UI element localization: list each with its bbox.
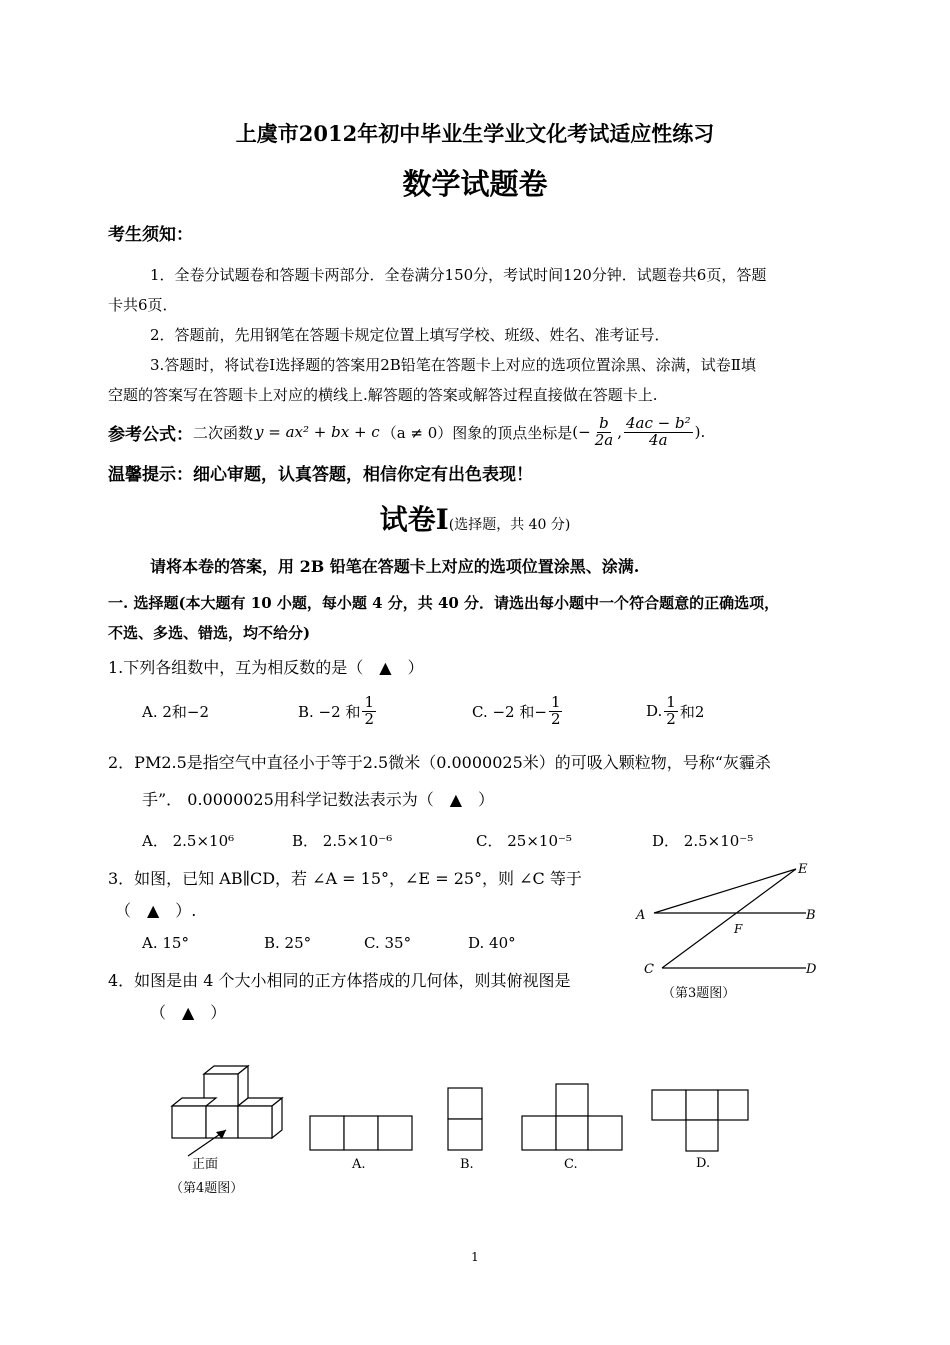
question-1-option-c [472, 690, 564, 732]
q1-c-numerator: 1 [550, 692, 561, 711]
q1-b-prefix: B. −2 和 [298, 702, 361, 721]
question-3-line-2: （ ▲ ）. [115, 901, 197, 920]
notice-item-3-line-2: 空题的答案写在答题卡上对应的横线上.解答题的答案或解答过程直接做在答题卡上. [108, 386, 658, 404]
question-3-option-d: D. 40° [468, 934, 516, 952]
top-view-c [522, 1084, 622, 1150]
top-view-b [448, 1088, 482, 1150]
question-1-option-d [646, 690, 704, 732]
top-view-d-label: D. [696, 1156, 711, 1171]
question-3-figure [628, 855, 828, 1005]
vertex-y-denominator: 4a [649, 430, 668, 449]
notice-item-2: 2．答题前，先用钢笔在答题卡规定位置上填写学校、班级、姓名、准考证号． [150, 326, 670, 344]
vertex-x-numerator: b [599, 413, 609, 432]
section-title-main: 试卷Ⅰ [379, 503, 449, 536]
question-1-option-a: A. 2和−2 [142, 702, 210, 721]
section-title-sub: (选择题，共 40 分) [448, 517, 571, 533]
top-view-c-label: C. [564, 1157, 578, 1172]
label-b: B [806, 908, 816, 923]
paper-title: 数学试题卷 [402, 167, 548, 201]
q1-d-prefix: D. [646, 702, 663, 720]
question-3-line-1: 3．如图，已知 AB∥CD，若 ∠A = 15°，∠E = 25°，则 ∠C 等于 [108, 869, 582, 888]
warm-tip: 温馨提示：细心审题，认真答题，相信你定有出色表现！ [108, 465, 533, 485]
figure-4-caption: （第4题图） [170, 1181, 244, 1196]
label-c: C [644, 962, 654, 977]
formula-condition: （a ≠ 0） [381, 423, 453, 442]
q1-d-suffix: 和2 [679, 702, 705, 721]
vertex-x-denominator: 2a [594, 430, 614, 449]
formula-text-before: 二次函数 [193, 423, 254, 442]
label-d: D [806, 962, 817, 977]
cube-solid [172, 1066, 282, 1138]
line-ce [662, 869, 796, 968]
q1-c-denominator: 2 [550, 709, 561, 728]
question-3-option-b: B. 25° [264, 934, 312, 952]
exam-title: 上虞市2012年初中毕业生学业文化考试适应性练习 [235, 121, 715, 146]
top-view-b-label: B. [460, 1157, 474, 1172]
part-one-line-2: 不选、多选、错选，均不给分) [108, 624, 311, 642]
vertex-close: ). [694, 423, 706, 441]
reference-formula [108, 410, 705, 454]
formula-label: 参考公式： [108, 424, 193, 445]
notice-item-3-line-1: 3.答题时，将试卷Ⅰ选择题的答案用2B铅笔在答题卡上对应的选项位置涂黑、涂满，试卷Ⅱ填 [150, 356, 757, 374]
notice-heading: 考生须知： [108, 225, 193, 245]
q1-c-fraction [549, 692, 563, 728]
top-view-a [310, 1116, 412, 1150]
question-4-line-2: （ ▲ ） [150, 1003, 227, 1022]
top-view-d [652, 1090, 748, 1151]
q1-b-numerator: 1 [364, 692, 374, 711]
vertex-y-numerator: 4ac − b² [626, 413, 691, 432]
question-2-option-b: B． 2.5×10⁻⁶ [292, 832, 393, 850]
label-a: A [636, 908, 646, 923]
top-view-a-label: A. [352, 1157, 366, 1172]
notice-item-1-line-2: 卡共6页． [108, 296, 178, 314]
q1-b-fraction [362, 692, 376, 728]
question-2-line-1: 2．PM2.5是指空气中直径小于等于2.5微米（0.0000025米）的可吸入颗粒物，号称“灰霾杀 [108, 753, 771, 772]
q1-d-denominator: 2 [666, 709, 676, 728]
vertex-open: (− [572, 423, 591, 441]
line-ae [654, 869, 796, 913]
question-2-option-c: C． 25×10⁻⁵ [476, 832, 572, 850]
formula-expression: y = ax² + bx + c [255, 423, 380, 441]
question-4-line-1: 4．如图是由 4 个大小相同的正方体搭成的几何体，则其俯视图是 [108, 971, 571, 990]
notice-item-1-line-1: 1．全卷分试题卷和答题卡两部分．全卷满分150分，考试时间120分钟．试题卷共6页，答题 [150, 266, 767, 284]
question-3-option-c: C. 35° [364, 934, 412, 952]
question-2-line-2: 手”． 0.0000025用科学记数法表示为（ ▲ ） [142, 790, 495, 809]
vertex-comma: , [617, 423, 622, 441]
formula-text-after: 图象的顶点坐标是 [452, 423, 573, 442]
question-2-option-d: D． 2.5×10⁻⁵ [652, 832, 754, 850]
vertex-x-fraction [593, 413, 616, 449]
q1-c-prefix: C. −2 和− [472, 702, 547, 721]
front-label: 正面 [192, 1157, 219, 1172]
section-instruction: 请将本卷的答案，用 2B 铅笔在答题卡上对应的选项位置涂黑、涂满. [150, 557, 640, 576]
q1-d-fraction [664, 692, 678, 728]
question-1-option-b [298, 690, 378, 732]
question-2-option-a: A． 2.5×10⁶ [142, 832, 235, 850]
label-e: E [798, 862, 808, 877]
q1-d-numerator: 1 [666, 692, 676, 711]
question-3-option-a: A. 15° [142, 934, 189, 952]
question-4-figure [160, 1060, 760, 1205]
label-f: F [734, 922, 743, 936]
figure-3-caption: （第3题图） [662, 986, 736, 1001]
part-one-line-1: 一. 选择题(本大题有 10 小题，每小题 4 分，共 40 分．请选出每小题中一个符合题意的正确选项， [108, 594, 780, 612]
section-title [0, 498, 950, 538]
q1-b-denominator: 2 [364, 709, 374, 728]
question-1-stem: 1.下列各组数中，互为相反数的是（ ▲ ） [108, 658, 424, 677]
vertex-y-fraction [624, 413, 693, 449]
page-number: 1 [471, 1250, 479, 1264]
